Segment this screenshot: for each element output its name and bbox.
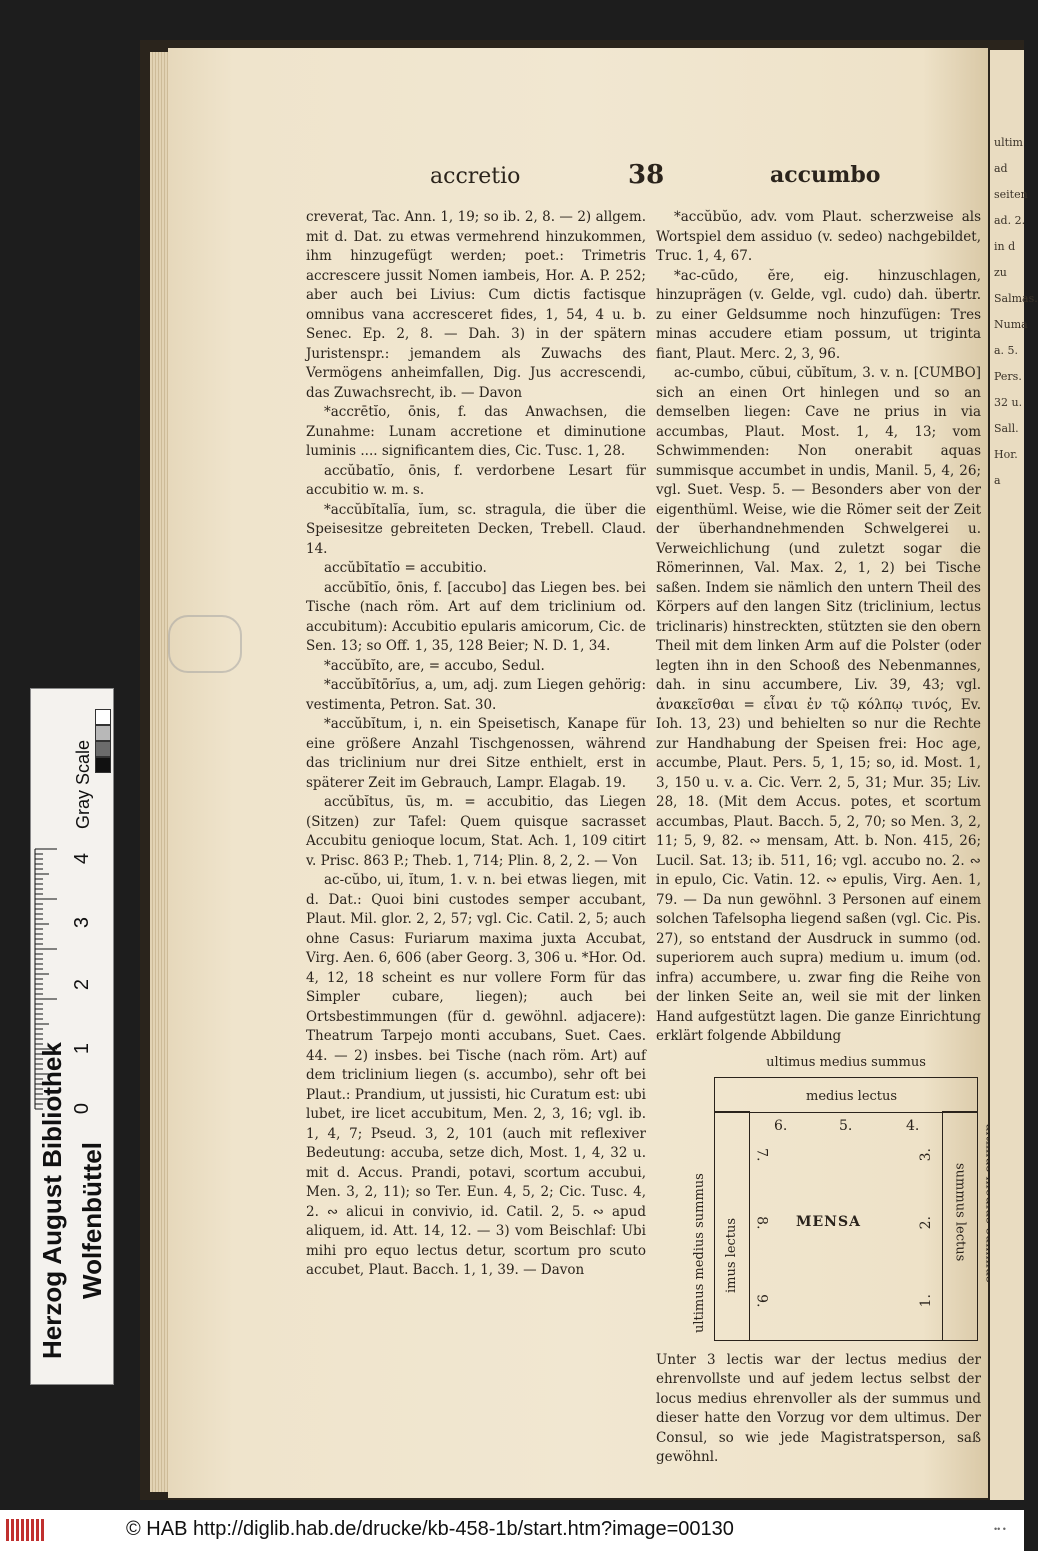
gray-swatch <box>95 725 111 741</box>
footer-dots: •• • <box>994 1524 1006 1534</box>
diagram-number: 6. <box>774 1117 788 1134</box>
next-page-fragment: a <box>994 474 1001 487</box>
diagram-number: 3. <box>917 1147 934 1161</box>
library-name: Herzog August Bibliothek <box>37 1042 67 1359</box>
left-entry: *accŭbĭto, are, = accubo, Sedul. <box>324 657 545 674</box>
left-entry: accŭbĭtĭo, ōnis, f. [accubo] das Liegen bes. bei Tische (nach röm. Art auf dem triclinium od. accubitum): Accubitio epularis amicorum, Cic. de Sen. 13; so Off. 1, 35, 128 Beier; N. D. 1, 34. <box>306 579 646 654</box>
diagram-number: 1. <box>917 1293 934 1307</box>
left-entry: *accŭbĭtalĭa, ĭum, sc. stragula, die über die Speisesitze gebreiteten Decken, Trebell. Claud. 14. <box>306 501 646 557</box>
next-page-fragment: zu <box>994 266 1007 279</box>
left-entry: accŭbatĭo, ōnis, f. verdorbene Lesart für accubitio w. m. s. <box>306 462 646 498</box>
hab-logo-icon <box>6 1519 44 1541</box>
scale-number: 3 <box>71 916 94 929</box>
next-page-fragment: Salmas. <box>994 292 1038 305</box>
gray-swatch <box>95 741 111 757</box>
scale-number: 1 <box>71 1042 94 1055</box>
triclinium-diagram <box>656 1053 981 1343</box>
library-city: Wolfenbüttel <box>77 1142 107 1299</box>
gray-scale-label: Gray Scale <box>73 739 93 829</box>
running-head <box>168 160 988 200</box>
scale-number: 0 <box>71 1102 94 1115</box>
next-page-fragment: Hor. <box>994 448 1018 461</box>
diagram-medius-lectus: medius lectus <box>806 1088 898 1104</box>
diagram-top-labels: ultimus medius summus <box>766 1054 926 1070</box>
diagram-mensa: MENSA <box>796 1213 861 1230</box>
diagram-summus-lectus: summus lectus <box>952 1162 968 1261</box>
diagram-imus-lectus: imus lectus <box>724 1217 739 1293</box>
next-page-fragment: a. 5. <box>994 344 1019 357</box>
next-page-edge <box>990 50 1038 1500</box>
diagram-number: 7. <box>753 1147 770 1161</box>
diagram-number: 4. <box>906 1117 920 1134</box>
left-entry: *accŭbĭtum, i, n. ein Speisetisch, Kanape für eine größere Anzahl Tischgenossen, während das triclinium nur drei Sitze enthielt, erst in späterer Zeit im Gebrauch, Lampr. Elagab. 19. <box>306 716 646 791</box>
left-entry: accŭbĭtatĭo = accubitio. <box>324 560 487 576</box>
next-page-fragment: Numa <box>994 318 1028 331</box>
scale-number: 2 <box>71 978 94 991</box>
diagram-number: 5. <box>839 1117 853 1134</box>
footer-url[interactable]: © HAB http://diglib.hab.de/drucke/kb-458-1b/start.htm?image=00130 <box>126 1518 734 1540</box>
next-page-fragment: Pers. <box>994 370 1022 383</box>
left-entry: accŭbĭtus, ūs, m. = accubitio, das Liegen (Sitzen) zur Tafel: Quem quisque sacrasset Accubitu genioque locum, Stat. Ach. 1, 109 citirt v. Prisc. 863 P.; Theb. 1, 714; Plin. 8, 2, 2. — Von <box>306 794 646 869</box>
next-page-fragment: in d <box>994 240 1016 253</box>
scale-number: 4 <box>71 852 94 865</box>
next-page-fragment: ultim <box>994 136 1023 149</box>
right-entry: *accŭbŭo, adv. vom Plaut. scherzweise als Wortspiel dem assiduo (v. sedeo) nachgebildet, Truc. 1, 4, 67. <box>656 209 981 264</box>
book-page <box>168 48 988 1498</box>
diagram-number: 8. <box>753 1215 770 1229</box>
left-entry: *accrētĭo, ōnis, f. das Anwachsen, die Zunahme: Lunam accretione et diminutione luminis .... significantem dies, Cic. Tusc. 1, 28. <box>306 404 646 459</box>
right-entry: ac-cumbo, cŭbui, cŭbĭtum, 3. v. n. [CUMBO] sich an einen Ort hinlegen und so an demselben liegen: Cave ne prius in via accumbas, Plaut. Most. 1, 4, 13; vom Schwimmenden: Non onerabit aquas summisque accumbet in undis, Manil. 5, 4, 26; vgl. Suet. Vesp. 5. — Besonders aber von der eigenthüml. Weise, wie die Römer seit der Zeit der überhandnehmenden Schwelgerei u. Verweichlichung (und zuletzt sogar die Römerinnen, Val. Max. 2, 1, 2) bei Tische saßen. Indem sie nämlich den untern Theil des Körpers auf den langen Sitz (triclinium, lectus triclinaris) hinstreckten, stützten sie den obern Theil mit dem linken Arm auf die Polster (oder legten ihn in den Schooß des Nebenmannes, dah. in sinu accumbere, Liv. 39, 43; vgl. ἀνακεῖσθαι = εἶναι ἐν τῷ κόλπῳ τινός, Ev. Ioh. 13, 23) und behielten so nur die Rechte zur Handhabung der Speisen frei: Hoc age, accumbe, Plaut. Pers. 5, 1, 15; so, id. Most. 1, 3, 150 u. v. a. Cic. Verr. 2, 5, 31; Mur. 35; Liv. 28, 18. (Mit dem Accus. potes, et scortum accumbas, Plaut. Bacch. 5, 2, 70; so Men. 3, 2, 11; 5, 9, 82. ∾ mensam, Att. b. Non. 415, 26; Lucil. Sat. 13; ib. 511, 16; vgl. accubo no. 2. ∾ in epulo, Cic. Vatin. 12. ∾ epulis, Virg. Aen. 1, 79. — Da nun gewöhnl. 3 Personen auf einem solchen Tafelsopha liegend saßen (vgl. Cic. Pis. 27), so entstand der Ausdruck in summo (od. superiorem auch supra) medium u. imum (od. infra) accumbere, u. zwar fing die Reihe von der linken Seite an, weil sie mit der linken Hand aufgestützt lagen. Die ganze Einrichtung erklärt folgende Abbildung <box>656 365 981 1044</box>
next-page-fragment: Sall. <box>994 422 1019 435</box>
gray-swatch <box>95 709 111 725</box>
page-number: 38 <box>628 160 665 190</box>
next-page-fragment: seiten <box>994 188 1028 201</box>
right-column <box>656 208 981 1468</box>
gray-swatch <box>95 757 111 773</box>
next-page-fragment: ad <box>994 162 1008 175</box>
next-page-fragment: ad. 2. <box>994 214 1026 227</box>
running-head-left: accretio <box>430 164 521 189</box>
diagram-number: 2. <box>917 1215 934 1229</box>
diagram-number: 9. <box>753 1293 770 1307</box>
left-entry: ac-cŭbo, ui, ĭtum, 1. v. n. bei etwas liegen, mit d. Dat.: Quoi bini custodes semper accubant, Plaut. Mil. glor. 2, 2, 57; vgl. Cic. Catil. 2, 5; auch ohne Casus: Furiarum maxima juxta Accubat, Virg. Aen. 6, 606 (aber Georg. 3, 306 u. *Hor. Od. 4, 12, 18 scheint es nur vollere Form für das Simpler cubare, liegen); auch bei Ortsbestimmungen (für d. gewöhnl. adjacere): Theatrum Tarpejo monti accubans, Suet. Caes. 44. — 2) insbes. bei Tische (nach röm. Art) auf dem triclinium liegen (s. accumbo), sehr oft bei Plaut.: Prandium, ut jussisti, hic Curatum est: ubi lubet, ire licet accubitum, Men. 2, 3, 16; vgl. ib. 1, 4, 7; Pseud. 3, 2, 101 (auch mit reflexiver Bedeutung: accuba, setze dich, Most. 1, 4, 32 u. mit d. Accus. Prandi, potavi, scortum accubui, Men. 3, 2, 11); so Ter. Eun. 4, 5, 2; Cic. Tusc. 4, 2. ∾ alicui in convivio, id. Catil. 2, 5. ∾ apud aliquem, id. Att. 14, 12. — 3) vom Beischlaf: Ubi mihi pro equo lectus detur, scortum pro scuto accubet, Plaut. Bacch. 1, 1, 39. — Davon <box>306 872 646 1278</box>
gray-scale-ruler <box>30 688 114 1385</box>
running-head-right: accumbo <box>770 162 881 188</box>
diagram-left-positions: ultimus medius summus <box>692 1172 707 1333</box>
left-column <box>306 208 646 1281</box>
footer-bar <box>0 1510 1024 1551</box>
left-entry: *accŭbĭtōrĭus, a, um, adj. zum Liegen gehörig: vestimenta, Petron. Sat. 30. <box>306 677 646 713</box>
right-entry: *ac-cūdo, ĕre, eig. hinzuschlagen, hinzuprägen (v. Gelde, vgl. cudo) dah. übertr. zu einer Geldsumme noch hinzufügen: Tres minas accudere etiam possum, ut triginta fiant, Plaut. Merc. 2, 3, 96. <box>656 267 981 362</box>
page-clip <box>168 615 242 673</box>
library-title <box>33 939 107 1379</box>
right-paragraph-bottom: Unter 3 lectis war der lectus medius der ehrenvollste und auf jedem lectus selbst der locus medius ehrenvoller als der summus und dieser hatte den Vorzug vor dem ultimus. Der Consul, so wie jede Magistratsperson, saß gewöhnl. <box>656 1351 981 1465</box>
next-page-fragment: 32 u. <box>994 396 1023 409</box>
left-paragraph: creverat, Tac. Ann. 1, 19; so ib. 2, 8. — 2) allgem. mit d. Dat. zu etwas vermehrend hinzukommen, ihm hinzugefügt werden; poet.: Trimetris accrescere jussit Nomen iambeis, Hor. A. P. 252; aber auch bei Livius: Cum dictis factisque omnibus vana accresceret fides, 1, 54, 4 u. b. Senec. Ep. 2, 8. — Dah. 3) in der spätern Juristenspr.: jemandem als Zuwachs des Vermögens anheimfallen, Dig. Jus accrescendi, das Zuwachsrecht, ib. — Davon <box>306 209 646 401</box>
